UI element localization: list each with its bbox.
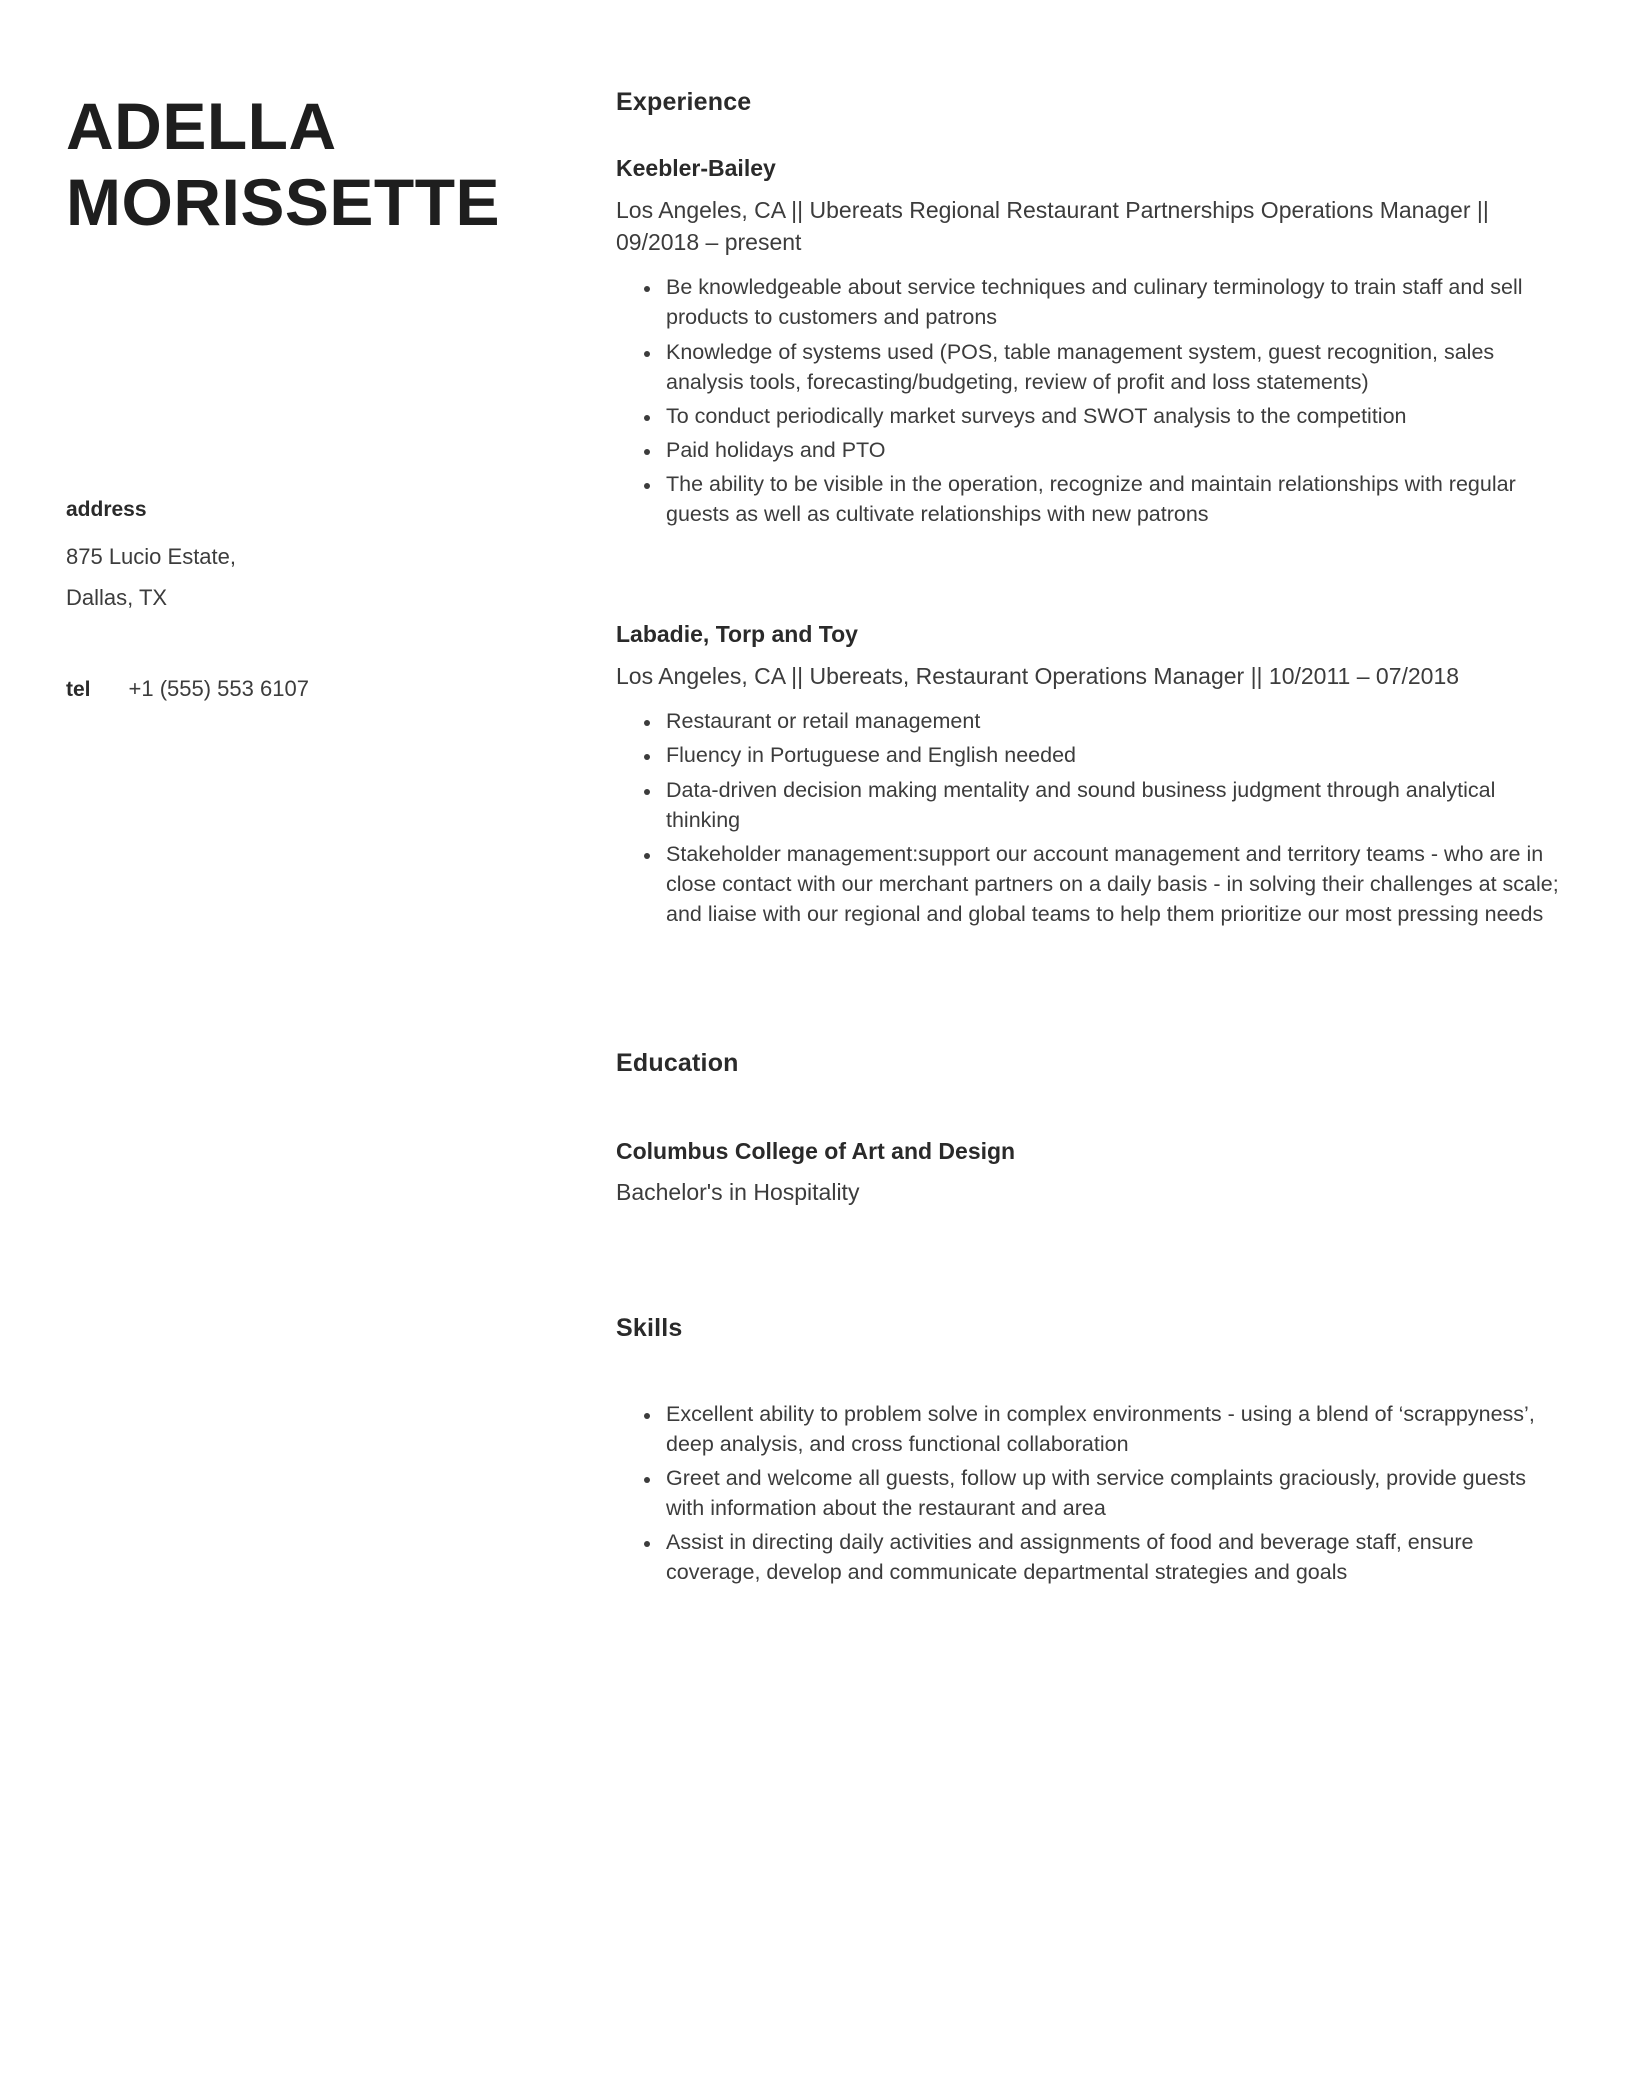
job-bullet-list <box>616 706 1560 929</box>
job-company: Labadie, Torp and Toy <box>616 621 858 648</box>
experience-heading: Experience <box>616 88 752 116</box>
address-label: address <box>66 498 147 521</box>
skills-heading: Skills <box>616 1313 683 1342</box>
skill-bullet: • Excellent ability to problem solve in complex environments - using a blend of ‘scrappyness’, deep analysis, and cross functional collaboration <box>662 1399 1560 1459</box>
job-entry <box>616 621 1560 929</box>
job-bullet: • The ability to be visible in the operation, recognize and maintain relationships with regular guests as well as cultivate relationships with new patrons <box>662 469 1560 529</box>
telephone-row <box>66 676 586 702</box>
job-bullet: • To conduct periodically market surveys and SWOT analysis to the competition <box>662 401 1560 431</box>
job-company: Keebler-Bailey <box>616 155 776 181</box>
job-bullet-list <box>616 272 1560 529</box>
right-column <box>616 88 1632 2098</box>
address-line-1: 875 Lucio Estate, <box>66 544 237 569</box>
experience-section <box>616 88 1560 929</box>
skills-bullet-list <box>616 1399 1560 1588</box>
job-bullet: • Data-driven decision making mentality and sound business judgment through analytical thinking <box>662 775 1560 835</box>
education-heading: Education <box>616 1048 739 1077</box>
job-bullet: • Knowledge of systems used (POS, table management system, guest recognition, sales analysis tools, forecasting/budgeting, review of profit and loss statements) <box>662 337 1560 397</box>
job-meta: Los Angeles, CA || Ubereats Regional Restaurant Partnerships Operations Manager || 09/2018 – present <box>616 197 1489 256</box>
job-bullet: • Paid holidays and PTO <box>662 435 1560 465</box>
skill-bullet: • Greet and welcome all guests, follow up with service complaints graciously, provide guests with information about the restaurant and area <box>662 1463 1560 1523</box>
job-bullet: • Fluency in Portuguese and English needed <box>662 740 1560 770</box>
job-entry <box>616 155 1560 529</box>
job-meta: Los Angeles, CA || Ubereats, Restaurant Operations Manager || 10/2011 – 07/2018 <box>616 663 1460 690</box>
candidate-name-line2: MORISSETTE <box>66 165 501 239</box>
left-column <box>0 88 616 2098</box>
education-section <box>616 1049 1560 1206</box>
job-bullet: • Be knowledgeable about service techniques and culinary terminology to train staff and sell products to customers and patrons <box>662 272 1560 332</box>
candidate-name-line1: ADELLA <box>66 89 337 163</box>
skill-bullet: • Assist in directing daily activities and assignments of food and beverage staff, ensure coverage, develop and communicate departmental strategies and goals <box>662 1527 1560 1587</box>
job-bullet: • Stakeholder management:support our account management and territory teams - who are in close contact with our merchant partners on a daily basis - in solving their challenges at scale; and liaise with our regional and global teams to help them prioritize our most pressing needs <box>662 839 1560 929</box>
education-degree: Bachelor's in Hospitality <box>616 1178 860 1205</box>
education-school: Columbus College of Art and Design <box>616 1137 1016 1164</box>
address-line-2: Dallas, TX <box>66 585 168 610</box>
tel-value: +1 (555) 553 6107 <box>128 676 309 701</box>
tel-label: tel <box>66 678 91 701</box>
candidate-name <box>66 88 586 240</box>
job-bullet: • Restaurant or retail management <box>662 706 1560 736</box>
contact-block <box>66 498 586 702</box>
skills-section <box>616 1314 1560 1588</box>
